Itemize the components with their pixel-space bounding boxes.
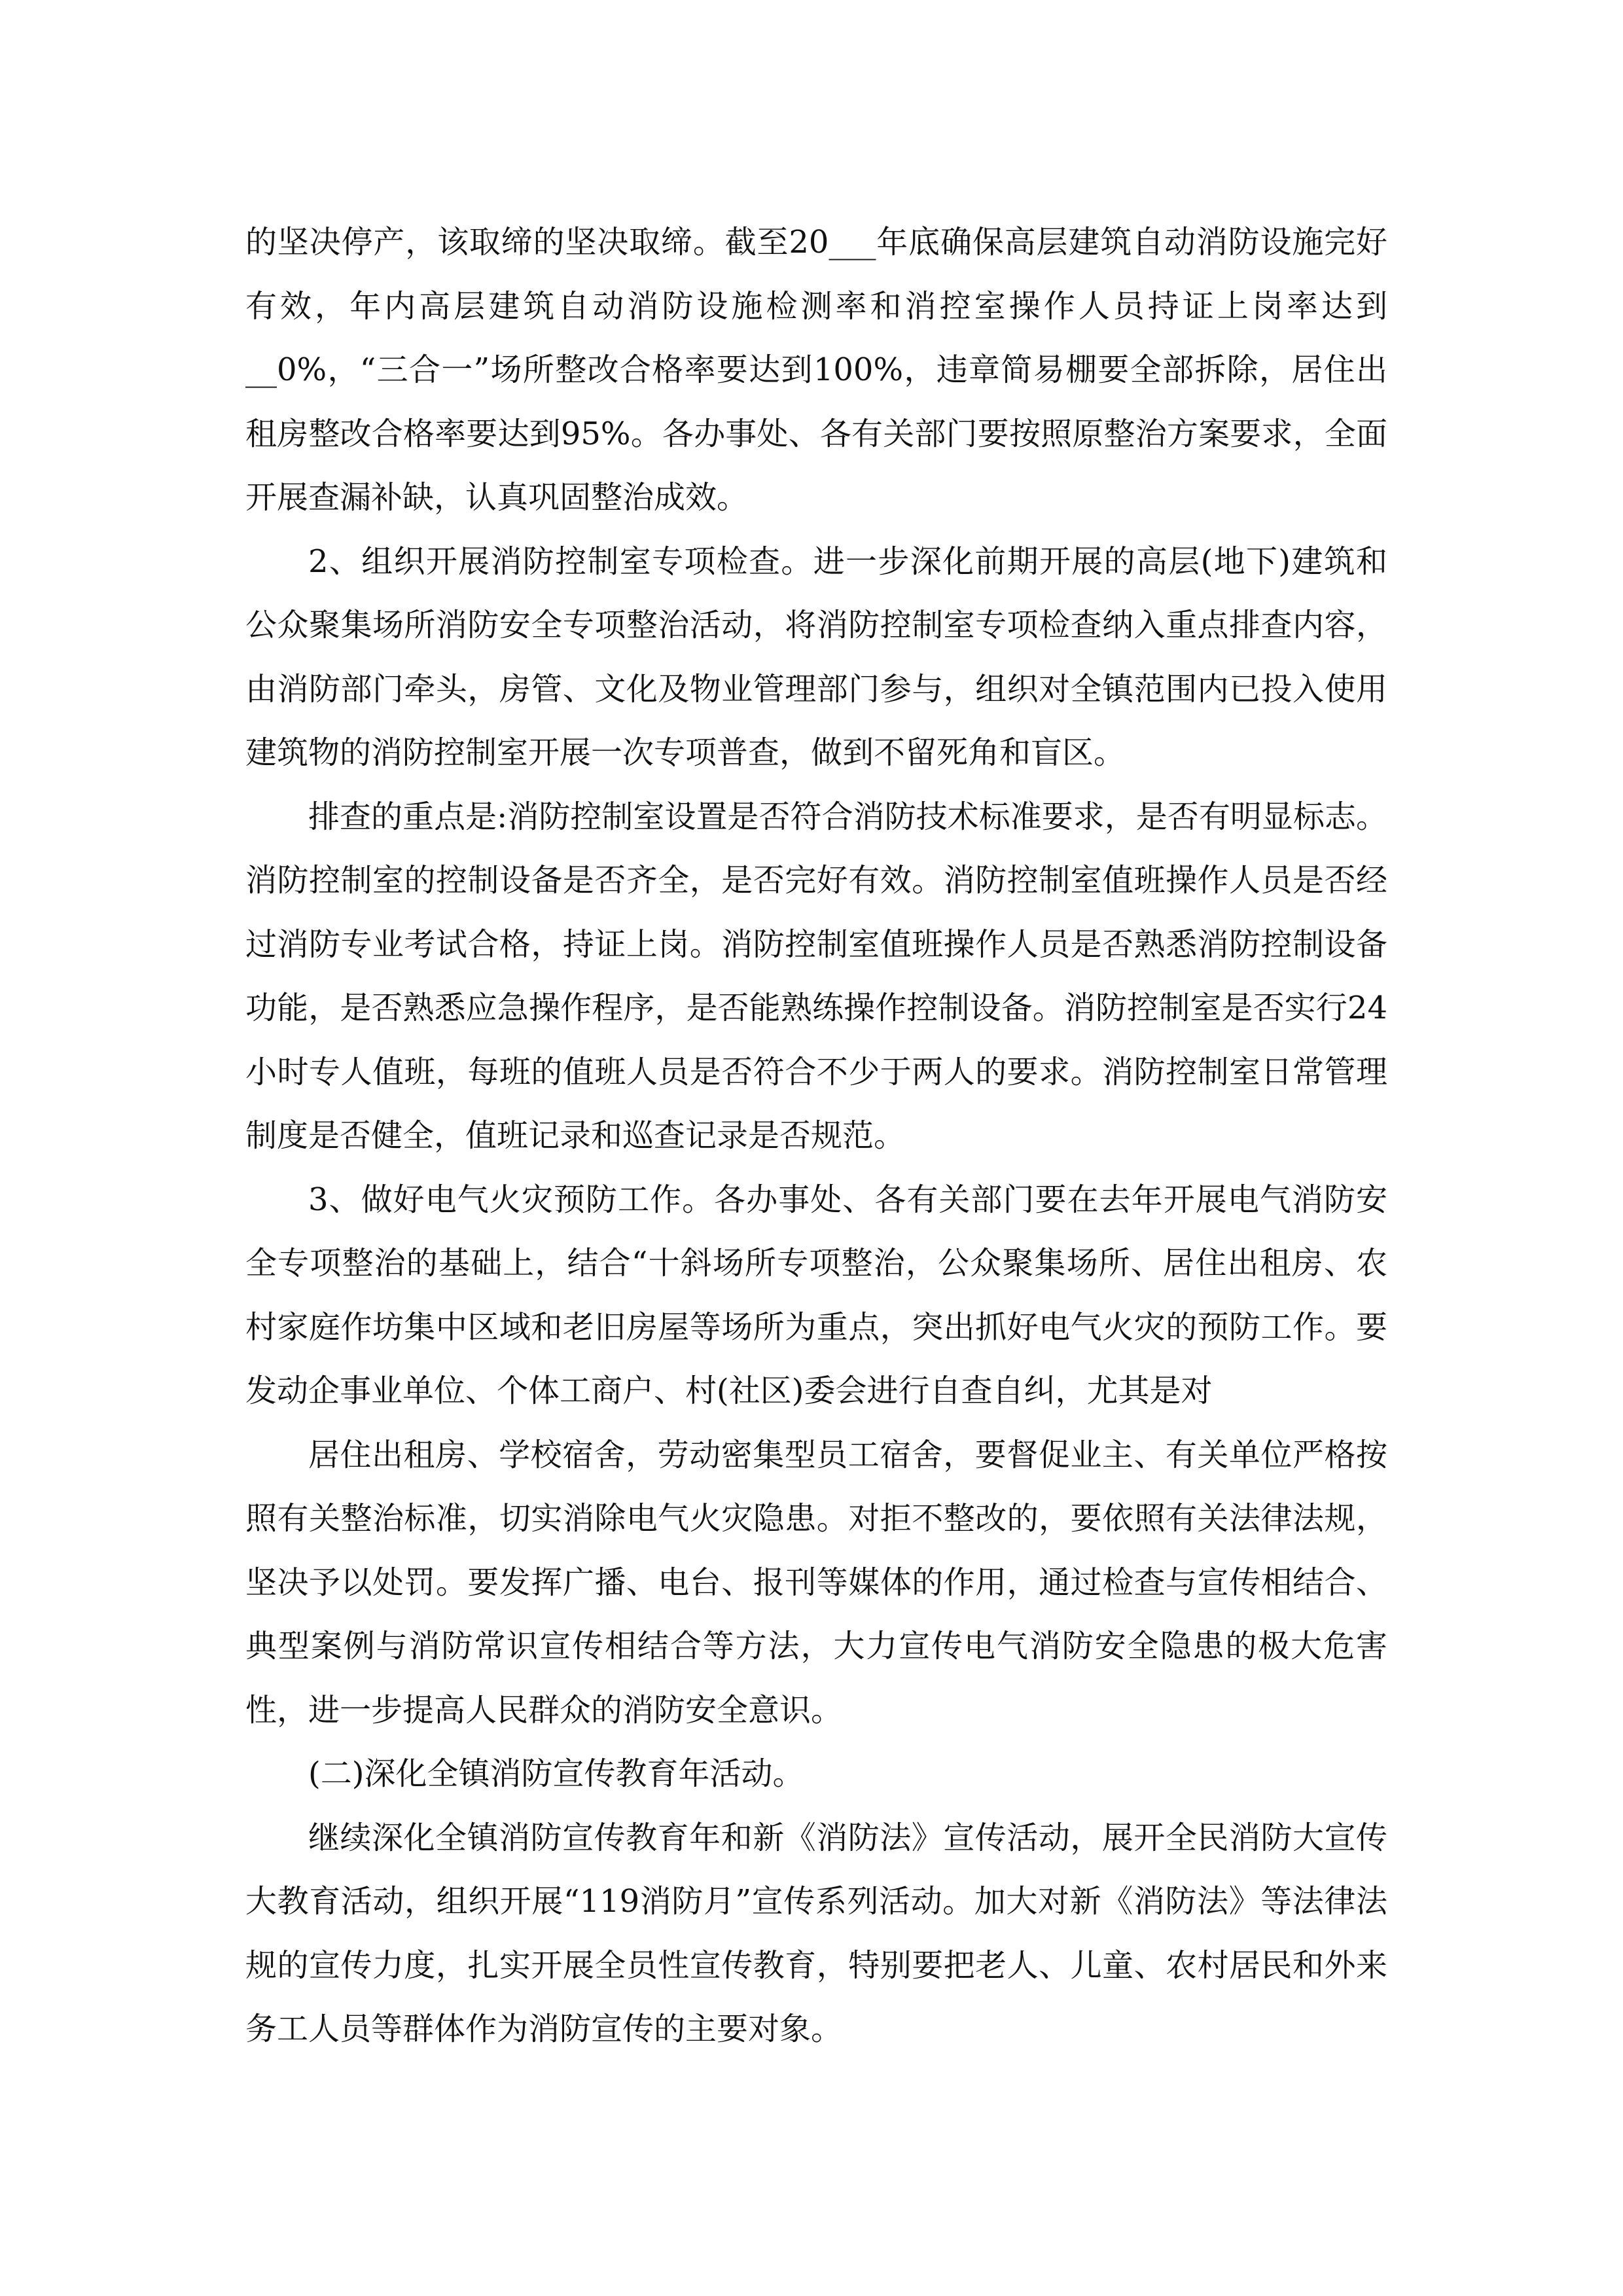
paragraph-inspection-focus: 排查的重点是:消防控制室设置是否符合消防技术标准要求，是否有明显标志。消防控制室的控制设备是否齐全，是否完好有效。消防控制室值班操作人员是否经过消防专业考试合格，持证上岗。消防控制室值班操作人员是否熟悉消防控制设备功能，是否熟悉应急操作程序，是否能熟练操作控制设备。消防控制室是否实行24小时专人值班，每班的值班人员是否符合不少于两人的要求。消防控制室日常管理制度是否健全，值班记录和巡查记录是否规范。 [245, 798, 1387, 1154]
document-page [245, 211, 1387, 2062]
paragraph-fire-law-publicity: 继续深化全镇消防宣传教育年和新《消防法》宣传活动，展开全民消防大宣传大教育活动，组织开展“119消防月”宣传系列活动。加大对新《消防法》等法律法规的宣传力度，扎实开展全员性宣传教育，特别要把老人、儿童、农村居民和外来务工人员等群体作为消防宣传的主要对象。 [245, 1819, 1387, 2047]
paragraph-rental-housing: 居住出租房、学校宿舍，劳动密集型员工宿舍，要督促业主、有关单位严格按照有关整治标准，切实消除电气火灾隐患。对拒不整改的，要依照有关法律法规，坚决予以处罚。要发挥广播、电台、报刊等媒体的作用，通过检查与宣传相结合、典型案例与消防常识宣传相结合等方法，大力宣传电气消防安全隐患的极大危害性，进一步提高人民群众的消防安全意识。 [245, 1436, 1387, 1729]
section-heading-education-year: (二)深化全镇消防宣传教育年活动。 [308, 1755, 804, 1792]
paragraph-electrical-fire-prevention: 3、做好电气火灾预防工作。各办事处、各有关部门要在去年开展电气消防安全专项整治的基础上，结合“十斜场所专项整治，公众聚集场所、居住出租房、农村家庭作坊集中区域和老旧房屋等场所为重点，突出抓好电气火灾的预防工作。要发动企事业单位、个体工商户、村(社区)委会进行自查自纠，尤其是对 [245, 1181, 1387, 1409]
paragraph-continuation: 的坚决停产，该取缔的坚决取缔。截至20___年底确保高层建筑自动消防设施完好有效，年内高层建筑自动消防设施检测率和消控室操作人员持证上岗率达到__0%，“三合一”场所整改合格率要达到100%，违章简易棚要全部拆除，居住出租房整改合格率要达到95%。各办事处、各有关部门要按照原整治方案要求，全面开展查漏补缺，认真巩固整治成效。 [245, 224, 1387, 516]
paragraph-control-room-inspection: 2、组织开展消防控制室专项检查。进一步深化前期开展的高层(地下)建筑和公众聚集场所消防安全专项整治活动，将消防控制室专项检查纳入重点排查内容，由消防部门牵头，房管、文化及物业管理部门参与，组织对全镇范围内已投入使用建筑物的消防控制室开展一次专项普查，做到不留死角和盲区。 [245, 543, 1387, 771]
